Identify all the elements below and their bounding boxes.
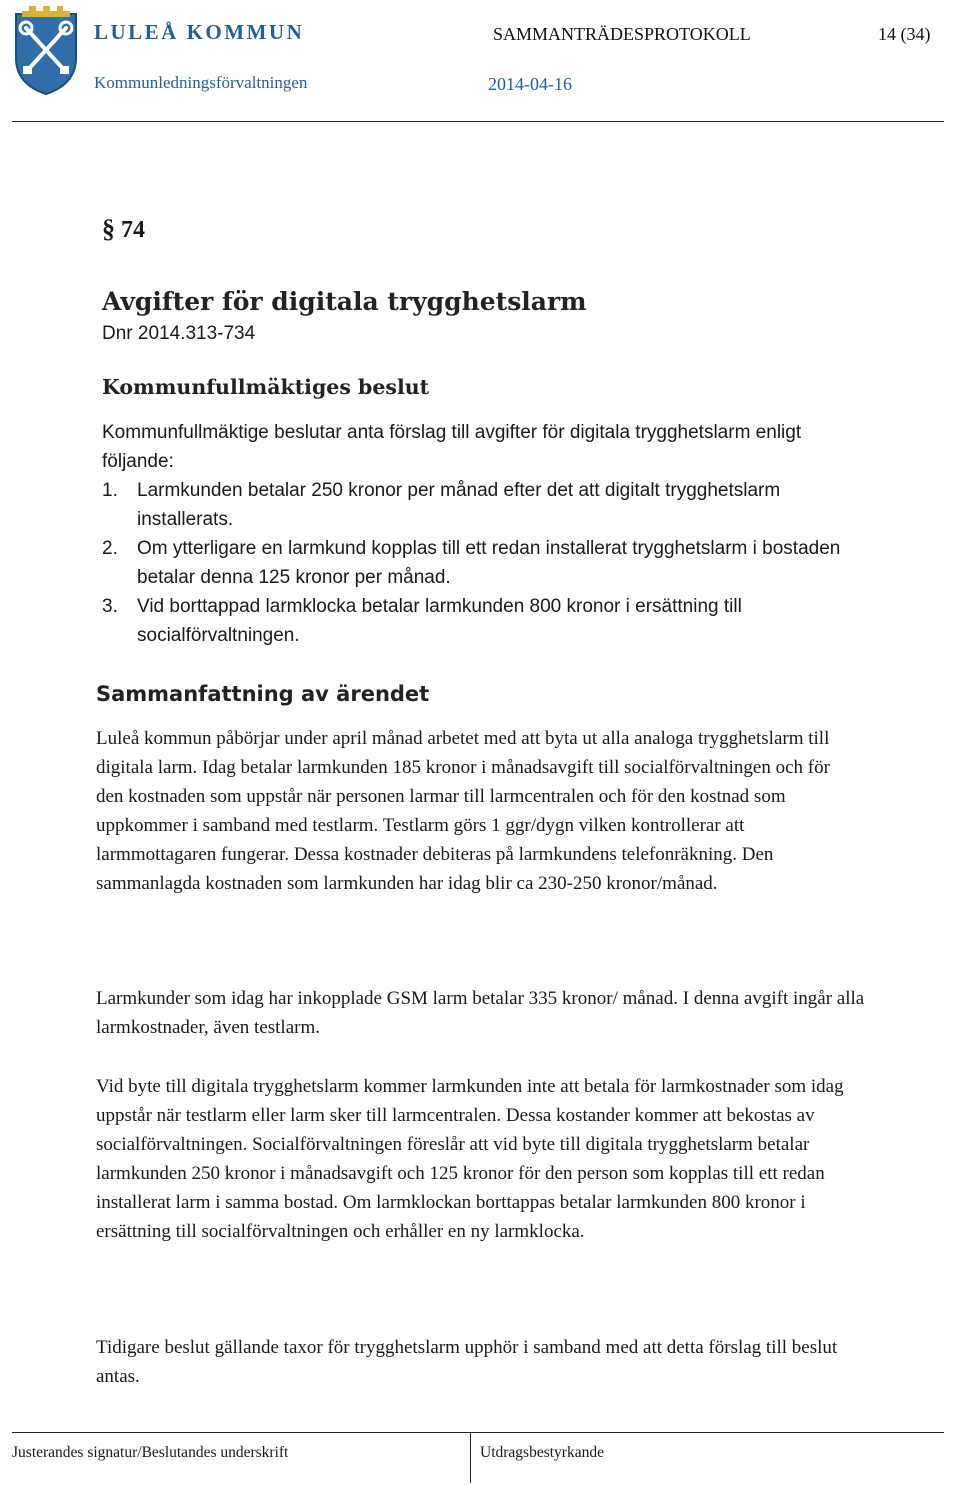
summary-paragraph: Larmkunder som idag har inkopplade GSM larm betalar 335 kronor/ månad. I denna avgift ingår alla larmkostnader, även testlarm. [96,988,865,1038]
decision-list [102,476,872,650]
footer-separator [470,1433,471,1483]
list-item-text: Larmkunden betalar 250 kronor per månad efter det att digitalt trygghetslarm installerats. [137,480,781,530]
list-item-text: Vid borttappad larmklocka betalar larmkunden 800 kronor i ersättning till socialförvaltningen. [137,596,742,646]
list-item [102,534,872,592]
summary-paragraph: Luleå kommun påbörjar under april månad arbetet med att byta ut alla analoga trygghetslarm till digitala larm. Idag betalar larmkunden 185 kronor i månadsavgift till socialförvaltningen och för den kostnaden som uppstår när personen larmar till larmcentralen och för den kostnad som uppkommer i samband med testlarm. Testlarm görs 1 ggr/dygn vilken kontrollerar att larmmottagaren fungerar. Dessa kostnader debiteras på larmkundens telefonräkning. Den sammanlagda kostnaden som larmkunden har idag blir ca 230-250 kronor/månad. [96,728,830,894]
list-item [102,476,872,534]
page-title: Avgifter för digitala trygghetslarm [102,287,587,316]
list-item-number: 1. [102,480,118,501]
meeting-date: 2014-04-16 [488,74,572,94]
paragraph-number-value: 74 [121,217,145,243]
list-item [102,592,872,650]
paragraph-number [102,214,145,244]
summary-paragraph: Vid byte till digitala trygghetslarm kommer larmkunden inte att betala för larmkostnader som idag uppstår när testlarm eller larm sker till larmcentralen. Dessa kostander kommer att bekostas av socialförvaltningen. Socialförvaltningen föreslår att vid byte till digitala trygghetslarm betalar larmkunden 250 kronor i månadsavgift och 125 kronor för den person som kopplas till ett redan installerat larm i samma bostad. Om larmklockan borttappas betalar larmkunden 800 kronor i ersättning till socialförvaltningen och erhåller en ny larmklocka. [96,1076,844,1242]
department-name: Kommunledningsförvaltningen [94,73,308,92]
organization-name: LULEÅ KOMMUN [94,20,305,44]
list-item-number: 2. [102,538,118,559]
list-item-text: Om ytterligare en larmkund kopplas till ett redan installerat trygghetslarm i bostaden betalar denna 125 kronor per månad. [137,538,841,588]
header-divider [12,121,944,122]
summary-heading: Sammanfattning av ärendet [96,682,430,706]
diary-number: Dnr 2014.313-734 [102,323,256,344]
footer-divider [12,1432,944,1433]
decision-intro: Kommunfullmäktige beslutar anta förslag till avgifter för digitala trygghetslarm enligt följande: [102,422,802,472]
document-type: SAMMANTRÄDESPROTOKOLL [493,24,751,44]
page-number: 14 (34) [878,24,931,44]
signature-label: Justerandes signatur/Beslutandes underskrift [12,1444,289,1461]
lulea-coat-of-arms-icon [12,6,80,96]
summary-paragraph: Tidigare beslut gällande taxor för trygghetslarm upphör i samband med att detta förslag till beslut antas. [96,1337,838,1387]
section-sign: § [102,214,115,243]
decision-heading: Kommunfullmäktiges beslut [102,375,430,399]
list-item-number: 3. [102,596,118,617]
extract-label: Utdragsbestyrkande [480,1444,604,1461]
